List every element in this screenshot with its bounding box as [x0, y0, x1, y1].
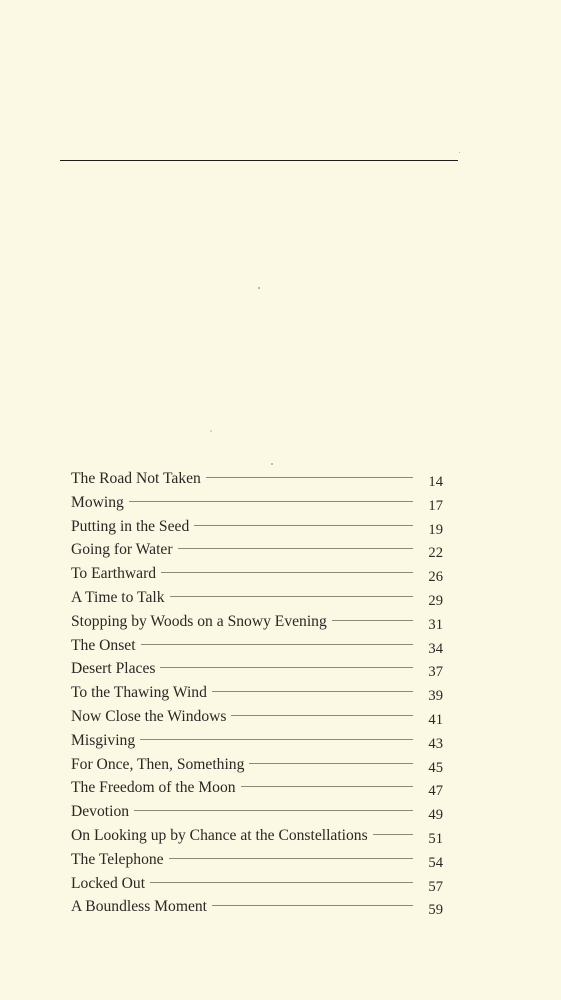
- toc-entry-title: Desert Places: [71, 660, 156, 678]
- toc-entry-title: The Telephone: [71, 850, 164, 868]
- toc-leader-line: [231, 715, 413, 716]
- toc-entry: [71, 895, 443, 919]
- toc-entry: [71, 872, 443, 896]
- toc-entry-page: 19: [428, 521, 443, 538]
- toc-entry-page: 17: [428, 497, 443, 514]
- toc-entry-page: 34: [428, 640, 443, 657]
- toc-entry: [71, 467, 443, 491]
- toc-entry: [71, 824, 443, 848]
- toc-entry-page: 49: [428, 807, 443, 824]
- toc-entry-page: 31: [428, 616, 443, 633]
- toc-entry: [71, 753, 443, 777]
- paper-speck: [258, 287, 260, 289]
- toc-entry-title: Mowing: [71, 493, 124, 511]
- toc-leader-line: [241, 786, 413, 787]
- toc-entry-title: Now Close the Windows: [71, 707, 227, 725]
- toc-entry-title: Locked Out: [71, 874, 146, 892]
- toc-entry: [71, 610, 443, 634]
- toc-entry: [71, 705, 443, 729]
- toc-entry-page: 51: [428, 830, 443, 847]
- toc-leader-line: [194, 525, 413, 526]
- toc-leader-line: [134, 810, 413, 811]
- toc-entry: [71, 515, 443, 539]
- toc-entry-page: 41: [428, 711, 443, 728]
- toc-entry-title: Stopping by Woods on a Snowy Evening: [71, 612, 327, 630]
- paper-speck: [459, 152, 460, 153]
- toc-entry-title: The Freedom of the Moon: [71, 779, 236, 797]
- toc-entry: [71, 634, 443, 658]
- toc-entry-page: 47: [428, 783, 443, 800]
- toc-entry: [71, 657, 443, 681]
- toc-leader-line: [129, 501, 413, 502]
- toc-entry-title: The Road Not Taken: [71, 470, 201, 487]
- toc-entry-title: A Boundless Moment: [71, 898, 208, 916]
- toc-entry-page: 22: [428, 545, 443, 562]
- toc-leader-line: [249, 763, 413, 764]
- toc-entry: [71, 848, 443, 872]
- toc-leader-line: [160, 667, 413, 668]
- toc-entry-title: On Looking up by Chance at the Constellations: [71, 826, 368, 844]
- toc-entry-page: 45: [428, 759, 443, 776]
- toc-entry: [71, 776, 443, 800]
- toc-entry-page: 37: [428, 664, 443, 681]
- toc-entry: [71, 562, 443, 586]
- header-rule: [60, 160, 458, 161]
- paper-speck: [210, 430, 212, 432]
- toc-entry-page: 57: [428, 878, 443, 895]
- toc-leader-line: [170, 596, 413, 597]
- toc-entry: [71, 681, 443, 705]
- paper-speck: [271, 463, 273, 465]
- toc-entry: [71, 800, 443, 824]
- toc-entry-page: 43: [428, 735, 443, 752]
- toc-entry: [71, 586, 443, 610]
- toc-entry: [71, 729, 443, 753]
- toc-entry-title: To the Thawing Wind: [71, 684, 207, 702]
- toc-entry: [71, 491, 443, 515]
- toc-entry-page: 59: [428, 902, 443, 919]
- toc-entry-title: Devotion: [71, 803, 130, 821]
- toc-leader-line: [178, 548, 413, 549]
- toc-entry-title: Misgiving: [71, 731, 136, 749]
- toc-leader-line: [332, 620, 413, 621]
- toc-leader-line: [141, 644, 413, 645]
- toc-leader-line: [150, 882, 413, 883]
- toc-leader-line: [212, 691, 413, 692]
- toc-leader-line: [140, 739, 413, 740]
- toc-entry-page: 26: [428, 569, 443, 586]
- toc-leader-line: [373, 834, 413, 835]
- toc-entry-title: Going for Water: [71, 541, 173, 559]
- toc-entry-title: A Time to Talk: [71, 588, 165, 606]
- toc-entry-title: For Once, Then, Something: [71, 755, 245, 773]
- toc-entry-page: 29: [428, 592, 443, 609]
- toc-leader-line: [169, 858, 413, 859]
- toc-entry-page: 14: [428, 474, 443, 490]
- table-of-contents: [71, 467, 443, 919]
- toc-entry-title: To Earthward: [71, 565, 157, 583]
- toc-entry-title: Putting in the Seed: [71, 517, 190, 535]
- toc-leader-line: [212, 905, 413, 906]
- toc-leader-line: [206, 477, 413, 478]
- toc-leader-line: [161, 572, 413, 573]
- toc-entry-page: 39: [428, 688, 443, 705]
- toc-entry-page: 54: [428, 854, 443, 871]
- toc-entry: [71, 538, 443, 562]
- toc-entry-title: The Onset: [71, 636, 136, 654]
